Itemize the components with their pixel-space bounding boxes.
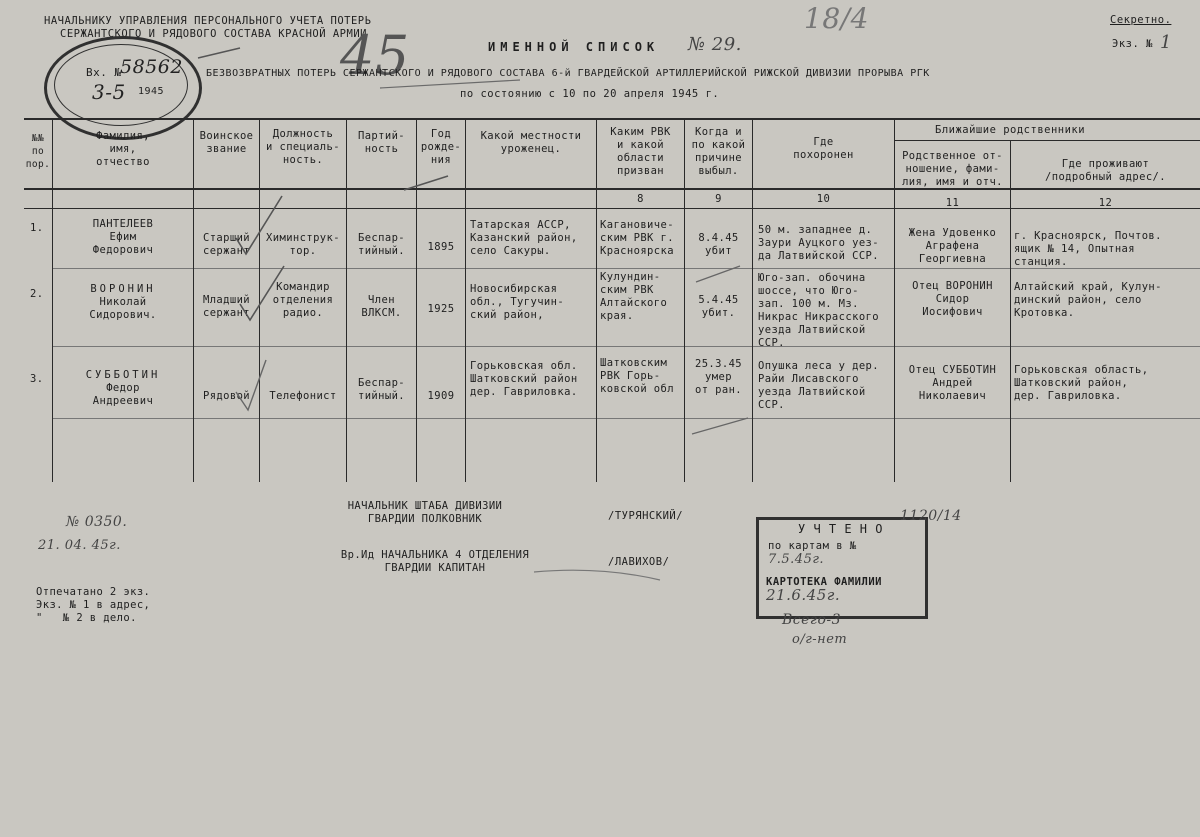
handwritten-total-2: о/г-нет xyxy=(792,632,848,647)
row-buried: Опушка леса у дер. Райи Лисавского уезда Латвийской ССР. xyxy=(758,360,879,411)
row-number: 2. xyxy=(30,288,44,300)
stamp-rect-line5: 21.6.45г. xyxy=(766,586,841,604)
row-rank: Младший сержант xyxy=(202,294,251,319)
row-surname: СУББОТИН xyxy=(85,369,161,381)
header-cell: Каким РВК и какой области призван xyxy=(610,126,671,177)
row-year: 1895 xyxy=(427,241,455,253)
stamp-incoming-date: 3-5 xyxy=(92,80,126,104)
list-number: № 29. xyxy=(688,34,742,55)
outgoing-date: 21. 04. 45г. xyxy=(38,538,121,553)
column-number: 8 xyxy=(637,193,644,205)
header-cell: Какой местности уроженец. xyxy=(480,130,582,155)
row-surname: ПАНТЕЛЕЕВ xyxy=(92,218,154,230)
header-cell: Партий- ность xyxy=(357,130,406,155)
deputy-title: Вр.Ид НАЧАЛЬНИКА 4 ОТДЕЛЕНИЯ ГВАРДИИ КАПИТАН xyxy=(340,549,530,574)
outgoing-number: № 0350. xyxy=(66,514,128,530)
row-party: Беспар- тийный. xyxy=(357,232,406,257)
row-buried: 50 м. западнее д. Заури Ауцкого уез- да Латвийской ССР. xyxy=(758,224,879,262)
handwritten-number-top: 45 xyxy=(340,24,410,87)
handwritten-corner: 18/4 xyxy=(804,2,869,35)
row-origin: Новосибирская обл., Тугучин- ский район, xyxy=(470,283,565,321)
row-position: Командир отделения радио. xyxy=(272,281,334,319)
deputy-name: /ЛАВИХОВ/ xyxy=(608,556,670,568)
header-cell: Фамилия, имя, отчество xyxy=(96,130,150,168)
row-year: 1925 xyxy=(427,303,455,315)
column-number: 10 xyxy=(816,193,831,205)
row-name: Николай Сидорович. xyxy=(89,296,157,321)
row-relative: Отец СУББОТИН Андрей Николаевич xyxy=(908,364,997,402)
stamp-rect-line2: по картам в № xyxy=(768,540,857,552)
stamp-rect-line3: 7.5.45г. xyxy=(768,552,825,567)
stamp-rect-line4: КАРТОТЕКА ФАМИЛИИ xyxy=(766,576,882,588)
row-position: Химинструк- тор. xyxy=(266,232,340,257)
secret-label: Секретно. xyxy=(1110,14,1172,26)
stamp-rect-line1: У Ч Т Е Н О xyxy=(798,522,883,536)
stamp-incoming-number: 58562 xyxy=(120,56,183,78)
row-rank: Старший сержант xyxy=(202,232,251,257)
row-party: Беспар- тийный. xyxy=(357,377,406,402)
row-address: г. Красноярск, Почтов. ящик № 14, Опытная станция. xyxy=(1014,230,1162,268)
column-number: 9 xyxy=(715,193,722,205)
row-rvk: Кагановиче- ским РВК г. Красноярска xyxy=(600,219,674,257)
row-buried: Юго-зап. обочина шоссе, что Юго- зап. 100 м. Мз. Никрас Никрасского уезда Латвийской ССР. xyxy=(758,272,879,349)
list-subtitle: БЕЗВОЗВРАТНЫХ ПОТЕРЬ СЕРЖАНТСКОГО И РЯДОВОГО СОСТАВА 6-й ГВАРДЕЙСКОЙ АРТИЛЛЕРИЙСКОЙ РИЖСКОЙ ДИВИЗИИ ПРОРЫВА РГК xyxy=(206,68,930,79)
handwritten-total: Всего-3 xyxy=(782,612,842,628)
row-rank: Рядовой xyxy=(202,390,251,402)
header-cell: Где похоронен xyxy=(793,136,854,161)
row-position: Телефонист xyxy=(269,390,337,402)
row-rvk: Шатковским РВК Горь- ковской обл xyxy=(600,357,674,395)
column-number: 12 xyxy=(1098,197,1113,209)
org-line-1: НАЧАЛЬНИКУ УПРАВЛЕНИЯ ПЕРСОНАЛЬНОГО УЧЕТА ПОТЕРЬ xyxy=(44,15,372,27)
row-address: Алтайский край, Кулун- динский район, село Кротовка. xyxy=(1014,281,1162,319)
row-when: 5.4.45 убит. xyxy=(698,294,739,319)
row-party: Член ВЛКСМ. xyxy=(361,294,402,319)
row-name: Федор Андреевич xyxy=(92,382,154,407)
row-when: 8.4.45 убит xyxy=(698,232,739,257)
row-address: Горьковская область, Шатковский район, дер. Гавриловка. xyxy=(1014,364,1149,402)
row-number: 3. xyxy=(30,373,44,385)
header-cell: Год рожде- ния xyxy=(420,128,462,166)
list-title: ИМЕННОЙ СПИСОК xyxy=(488,40,660,54)
header-cell: Родственное от- ношение, фами- лия, имя и отч. xyxy=(902,150,1003,188)
row-rvk: Кулундин- ским РВК Алтайского края. xyxy=(600,271,668,322)
row-origin: Татарская АССР, Казанский район, село Сакуры. xyxy=(470,219,578,257)
row-name: Ефим Федорович xyxy=(92,231,154,256)
handwritten-corner-number: 1120/14 xyxy=(900,508,962,524)
chief-of-staff-title: НАЧАЛЬНИК ШТАБА ДИВИЗИИ ГВАРДИИ ПОЛКОВНИК xyxy=(347,500,503,525)
org-line-2: СЕРЖАНТСКОГО И РЯДОВОГО СОСТАВА КРАСНОЙ АРМИИ xyxy=(60,28,367,40)
date-line: по состоянию с 10 по 20 апреля 1945 г. xyxy=(460,88,720,100)
row-relative: Жена Удовенко Аграфена Георгиевна xyxy=(908,227,997,265)
header-cell: Где проживают /подробный адрес/. xyxy=(1045,158,1166,183)
stamp-incoming-year: 1945 xyxy=(138,86,165,97)
copy-label: Экз. № xyxy=(1112,38,1153,50)
row-surname: ВОРОНИН xyxy=(90,283,156,295)
row-when: 25.3.45 умер от ран. xyxy=(694,358,743,396)
row-origin: Горьковская обл. Шатковский район дер. Гавриловка. xyxy=(470,360,578,398)
chief-of-staff-name: /ТУРЯНСКИЙ/ xyxy=(608,510,684,522)
header-cell: Воинское звание xyxy=(199,130,254,155)
stamp-incoming-label: Вх. № xyxy=(86,66,122,79)
row-relative: Отец ВОРОНИН Сидор Иосифович xyxy=(912,280,993,318)
printed-copies-note: Отпечатано 2 экз. Экз. № 1 в адрес, " № 2 в дело. xyxy=(36,586,151,624)
row-year: 1909 xyxy=(427,390,455,402)
header-cell: Когда и по какой причине выбыл. xyxy=(691,126,746,177)
header-cell: №№ по пор. xyxy=(25,133,51,170)
row-number: 1. xyxy=(30,222,44,234)
header-cell: Должность и специаль- ность. xyxy=(266,128,340,166)
relatives-group-header: Ближайшие родственники xyxy=(935,124,1086,136)
copy-number: 1 xyxy=(1160,32,1172,53)
column-number: 11 xyxy=(945,197,960,209)
